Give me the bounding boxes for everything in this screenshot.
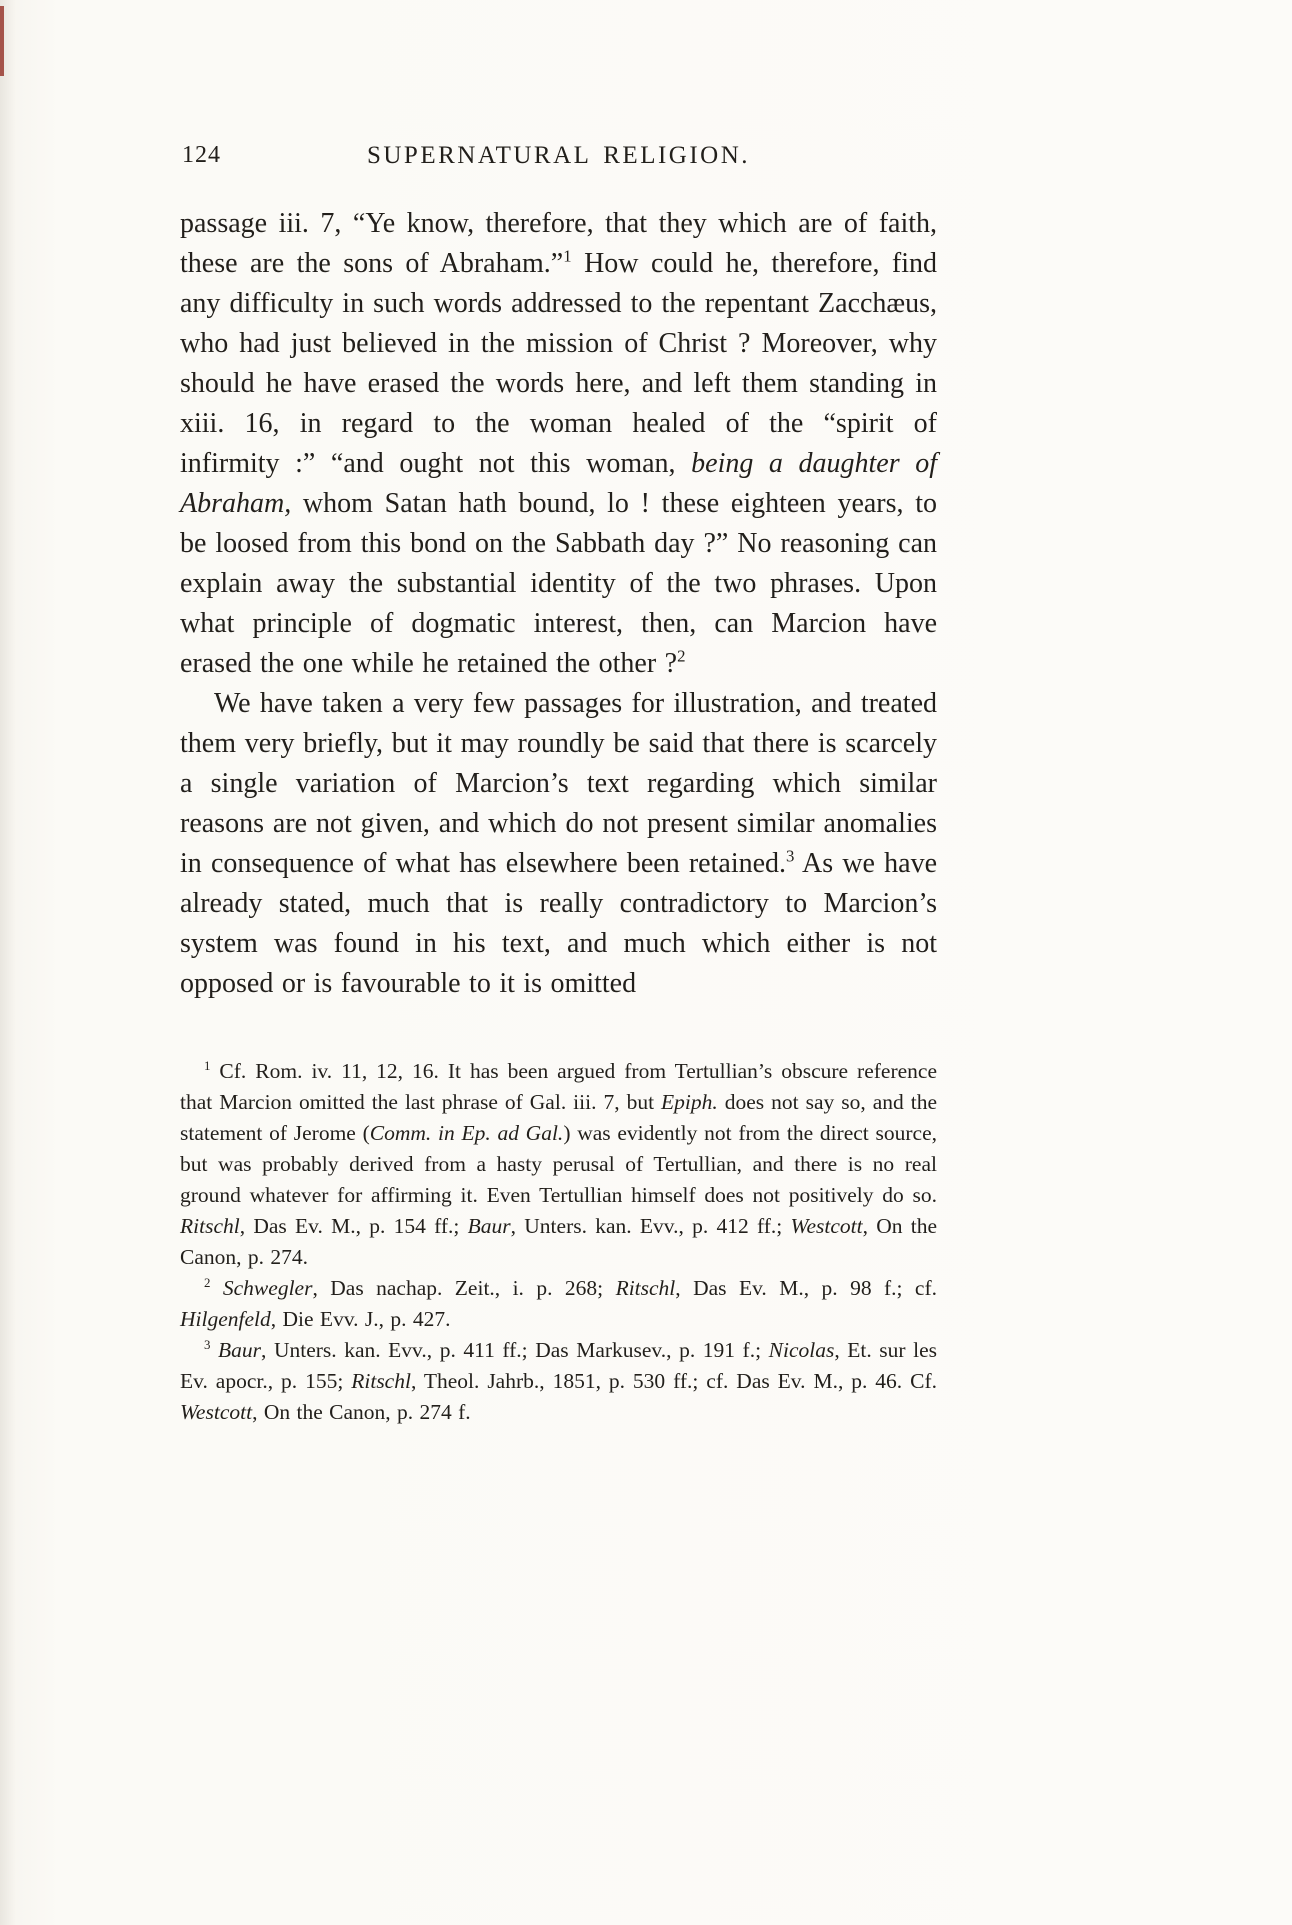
footnote-reference: 1 [563, 246, 572, 266]
text-run [210, 1276, 222, 1300]
footnotes [180, 1056, 937, 1428]
footnote-reference: 3 [204, 1337, 211, 1352]
emphasized-text: Westcott [790, 1214, 863, 1238]
footnote [180, 1056, 937, 1273]
emphasized-text: Schwegler [222, 1276, 313, 1300]
text-run: , Das Ev. M., p. 154 ff.; [239, 1214, 468, 1238]
text-run: We have taken a very few passages for illustration, and treated them very briefly, but it may roundly be said that there is scarcely a single variation of Marcion’s text regarding which similar reasons are not given, and which do not present similar anomalies in consequence of what has elsewhere been retained. [180, 688, 937, 879]
emphasized-text: Comm. in Ep. ad Gal. [369, 1121, 564, 1145]
page-content [180, 142, 937, 1428]
emphasized-text: Baur [218, 1338, 262, 1362]
emphasized-text: Ritschl [180, 1214, 240, 1238]
text-run: , Die Evv. J., p. 427. [270, 1307, 451, 1331]
footnote-reference: 2 [677, 646, 686, 666]
text-run: passage iii. 7, “Ye know, therefore, that they which are of faith, these are the sons of Abraham.” [180, 208, 937, 279]
text-run: , On the Canon, p. 274 f. [252, 1400, 471, 1424]
running-title: SUPERNATURAL RELIGION. [366, 142, 751, 169]
text-run [210, 1338, 218, 1362]
text-run: , On the Canon, p. 274. [180, 1214, 937, 1269]
text-run: How could he, therefore, find any difficulty in such words addressed to the repentant Zacchæus, who had just believed in the mission of Christ ? Moreover, why should he have erased the words here, and left them standing in xiii. 16, in regard to the woman healed of the “spirit of infirmity :” “and ought not this woman, [180, 248, 937, 479]
text-run: , Et. sur les Ev. apocr., p. 155; [180, 1338, 937, 1393]
text-run: , Unters. kan. Evv., p. 412 ff.; [510, 1214, 791, 1238]
emphasized-text: Ritschl [615, 1276, 676, 1300]
text-run: , Theol. Jahrb., 1851, p. 530 ff.; cf. Das Ev. M., p. 46. Cf. [410, 1369, 937, 1393]
emphasized-text: Westcott [180, 1400, 253, 1424]
text-run: ) was evidently not from the direct source, but was probably derived from a hasty perusal of Tertullian, and there is no real ground whatever for affirming it. Even Tertullian himself does not positively do so. [180, 1121, 938, 1207]
footnote-reference: 2 [204, 1275, 211, 1290]
text-run: Cf. Rom. iv. 11, 12, 16. It has been argued from Tertullian’s obscure reference that Marcion omitted the last phrase of Gal. iii. 7, but [180, 1059, 937, 1114]
footnote-reference: 1 [204, 1058, 211, 1073]
text-run: , Unters. kan. Evv., p. 411 ff.; Das Markusev., p. 191 f.; [261, 1338, 769, 1362]
emphasized-text: Ritschl [351, 1369, 411, 1393]
footnote [180, 1273, 937, 1335]
body-paragraph [180, 684, 937, 1004]
text-run: , Das Ev. M., p. 98 f.; cf. [675, 1276, 937, 1300]
emphasized-text: Baur [467, 1214, 511, 1238]
emphasized-text: being a daughter of Abraham, [180, 448, 937, 519]
page-number: 124 [182, 142, 221, 168]
text-run: whom Satan hath bound, lo ! these eighteen years, to be loosed from this bond on the Sabbath day ?” No reasoning can explain away the substantial identity of the two phrases. Upon what principle of dogmatic interest, then, can Marcion have erased the one while he retained the other ? [180, 488, 937, 679]
emphasized-text: Nicolas [768, 1338, 835, 1362]
body-paragraph [180, 204, 937, 684]
body-text [180, 204, 937, 1004]
scan-edge-artifact [0, 6, 4, 76]
footnote-reference: 3 [786, 846, 795, 866]
emphasized-text: Hilgenfeld [180, 1307, 271, 1331]
text-run: , Das nachap. Zeit., i. p. 268; [312, 1276, 616, 1300]
emphasized-text: Epiph. [661, 1090, 718, 1114]
footnote [180, 1335, 937, 1428]
page-header [180, 142, 937, 176]
text-run: does not say so, and the statement of Jerome ( [180, 1090, 938, 1145]
text-run: As we have already stated, much that is really contradictory to Marcion’s system was found in his text, and much which either is not opposed or is favourable to it is omitted [180, 848, 938, 999]
